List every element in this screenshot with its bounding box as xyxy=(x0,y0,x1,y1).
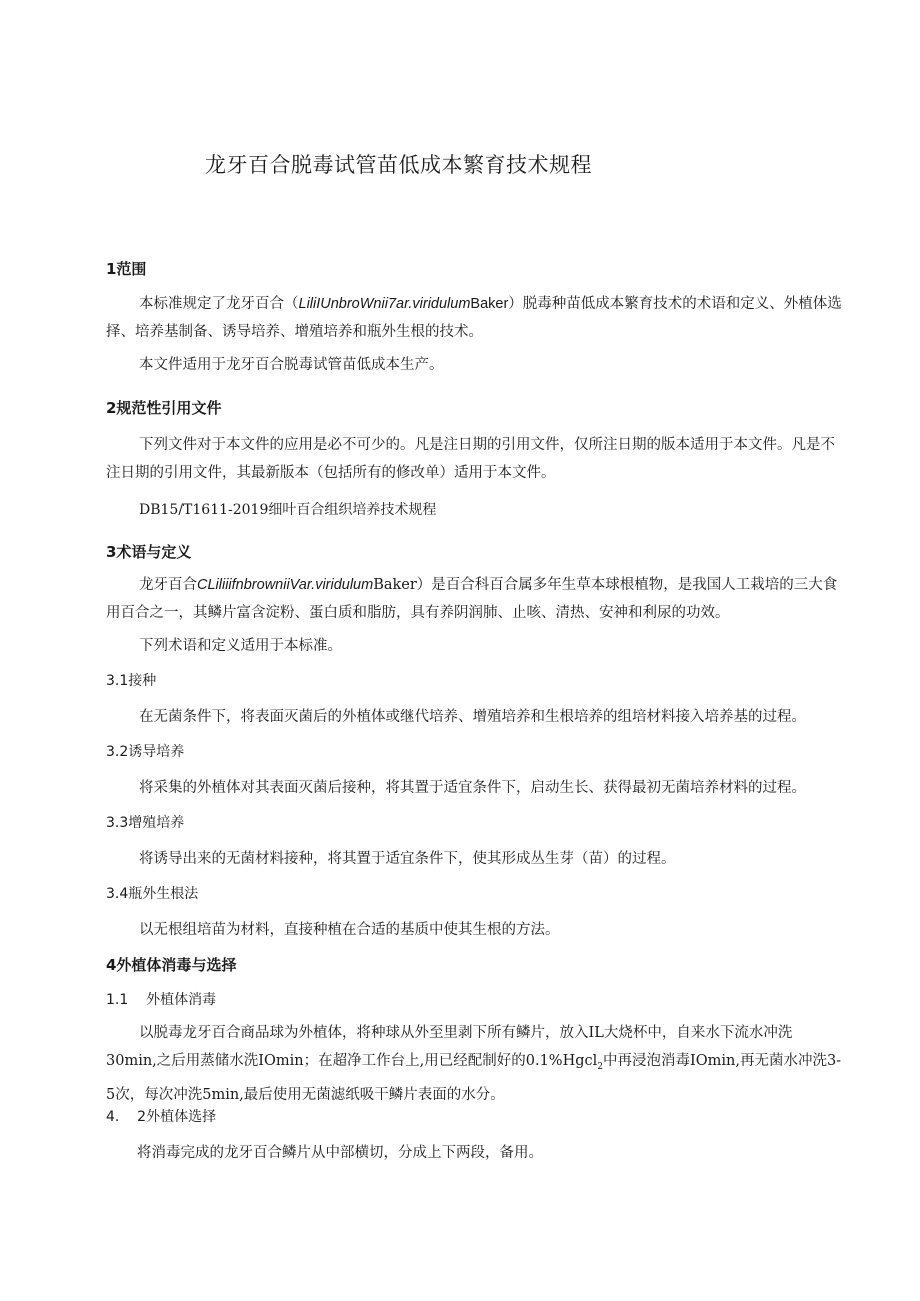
section-4-heading: 4外植体消毒与选择 xyxy=(106,956,237,974)
section-1-heading: 1范围 xyxy=(106,260,147,278)
document-title: 龙牙百合脱毒试管苗低成本繁育技术规程 xyxy=(205,153,592,177)
subsection-4-1-text xyxy=(106,1019,842,1109)
section-1-latin-name: LiliIUnbroWnii7ar.viridulum xyxy=(298,296,471,312)
section-1-paragraph-1 xyxy=(106,290,842,346)
section-3-heading: 3术语与定义 xyxy=(106,543,192,561)
term-3-1-text: 在无菌条件下，将表面灭菌后的外植体或继代培养、增殖培养和生根培养的组培材料接入培养基的过程。 xyxy=(139,709,806,725)
section-3-latin-name: CLiliiifnbrowniiVar.viridulum xyxy=(197,577,374,593)
section-1-p1-text-a: 本标准规定了龙牙百合（ xyxy=(139,296,299,312)
section-3-paragraph-1 xyxy=(106,571,842,627)
section-3-p1-text-a: 龙牙百合 xyxy=(139,577,197,593)
section-2-reference: DB15/T1611-2019细叶百合组织培养技术规程 xyxy=(139,502,437,518)
term-3-4-heading: 3.4瓶外生根法 xyxy=(106,886,199,902)
subsection-4-1-heading: 1.1 外植体消毒 xyxy=(106,992,217,1008)
section-1-paragraph-2: 本文件适用于龙牙百合脱毒试管苗低成本生产。 xyxy=(139,357,444,373)
subscript-2: 2 xyxy=(597,1061,603,1072)
section-2-paragraph-1: 下列文件对于本文件的应用是必不可少的。凡是注日期的引用文件，仅所注日期的版本适用于本文件。凡是不注日期的引用文件，其最新版本（包括所有的修改单）适用于本文件。 xyxy=(106,437,835,481)
term-3-2-heading: 3.2诱导培养 xyxy=(106,744,185,760)
term-3-3-heading: 3.3增殖培养 xyxy=(106,815,185,831)
section-1-author: Baker）脱毒种苗低成本繁育技术的术语和定义、外植体选择、培养基制备、诱导培养、增殖培养和瓶外生根的技术。 xyxy=(106,296,842,340)
subsection-4-1-text-a: 以脱毒龙牙百合商品球为外植体，将种球从外至里剥下所有鳞片，放入IL大烧杯中，自来水下流水冲洗30min,之后用蒸储水洗IOmin；在超净工作台上,用已经配制好的0.1%Hgcl xyxy=(106,1025,793,1069)
subsection-4-1-text-b: 中再浸泡消毒IOmin,再无菌水冲洗3-5次，每次冲洗5min,最后使用无菌滤纸吸干鳞片表面的水分。 xyxy=(106,1053,842,1103)
subsection-4-2-text: 将消毒完成的龙牙百合鳞片从中部横切，分成上下两段，备用。 xyxy=(137,1145,543,1161)
section-3-paragraph-2: 下列术语和定义适用于本标准。 xyxy=(139,638,342,654)
term-3-3-text: 将诱导出来的无菌材料接种，将其置于适宜条件下，使其形成丛生芽（苗）的过程。 xyxy=(139,851,676,867)
section-2-heading: 2规范性引用文件 xyxy=(106,399,222,417)
subsection-4-2-heading: 4. 2外植体选择 xyxy=(106,1109,217,1125)
term-3-1-heading: 3.1接种 xyxy=(106,673,157,689)
section-3-p1-text-b: Baker）是百合科百合属多年生草本球根植物，是我国人工栽培的三大食用百合之一，其鳞片富含淀粉、蛋白质和脂肪，具有养阴润肺、止咳、清热、安神和利尿的功效。 xyxy=(106,577,838,621)
term-3-2-text: 将采集的外植体对其表面灭菌后接种，将其置于适宜条件下，启动生长、获得最初无菌培养材料的过程。 xyxy=(139,780,806,796)
term-3-4-text: 以无根组培苗为材料，直接种植在合适的基质中使其生根的方法。 xyxy=(139,922,560,938)
